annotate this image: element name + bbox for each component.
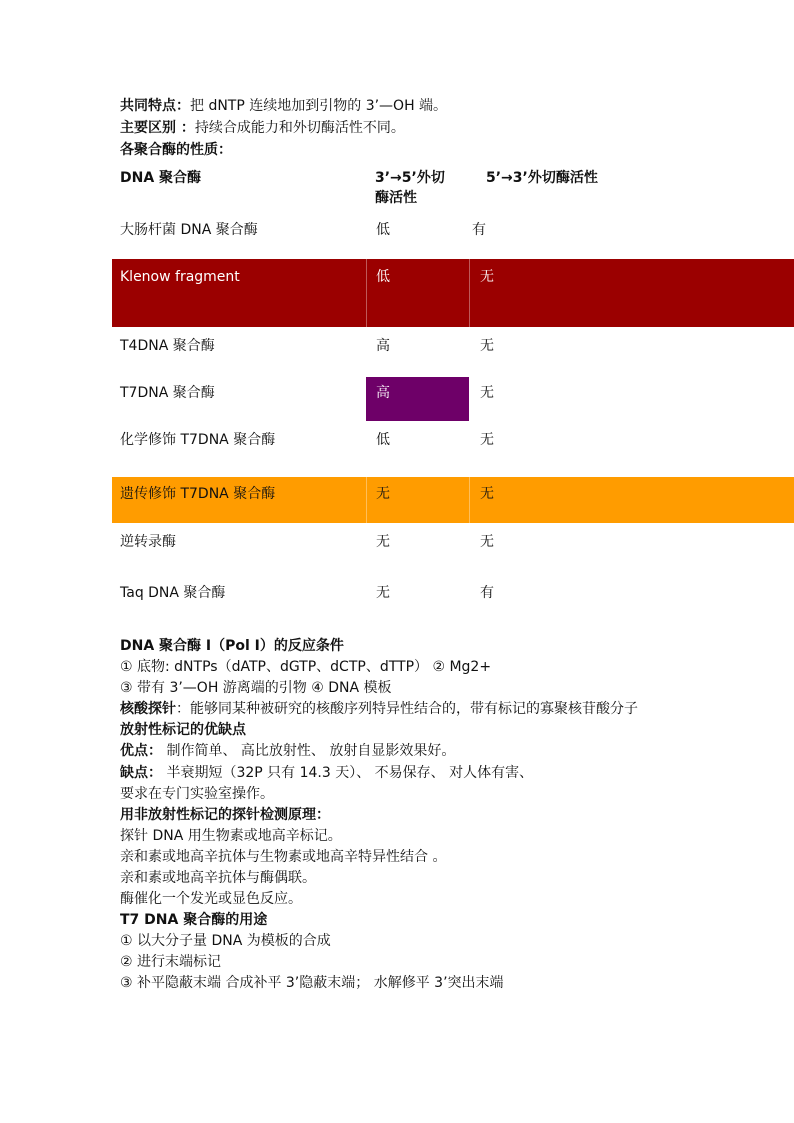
probe-text: ：能够同某种被研究的核酸序列特异性结合的，带有标记的寡聚核苷酸分子 bbox=[176, 701, 638, 717]
nonradio-line3: 亲和素或地高辛抗体与酶偶联。 bbox=[120, 870, 316, 886]
advantages-line bbox=[120, 741, 455, 761]
pol1-conditions-line2: ③ 带有 3’—OH 游离端的引物 ④ DNA 模板 bbox=[120, 680, 392, 696]
table-cell-exo35: 高 bbox=[376, 338, 390, 354]
cell-divider bbox=[469, 259, 470, 327]
common-feature-label: 共同特点： bbox=[120, 98, 190, 114]
table-cell-exo53: 无 bbox=[480, 269, 494, 285]
table-cell-name: 大肠杆菌 DNA 聚合酶 bbox=[120, 222, 258, 238]
table-cell-exo53: 无 bbox=[480, 385, 494, 401]
nonradio-heading: 用非放射性标记的探针检测原理： bbox=[120, 807, 330, 823]
table-cell-exo53: 有 bbox=[472, 222, 486, 238]
table-cell-name: 逆转录酶 bbox=[120, 534, 176, 550]
table-header-exo53: 5’→3’外切酶活性 bbox=[486, 170, 598, 186]
probe-definition bbox=[120, 699, 638, 719]
table-cell-name: T4DNA 聚合酶 bbox=[120, 338, 215, 354]
disadvantages-label: 缺点： bbox=[120, 765, 162, 781]
main-difference-text: 持续合成能力和外切酶活性不同。 bbox=[194, 120, 405, 136]
table-cell-exo35: 高 bbox=[376, 385, 390, 401]
table-cell-exo35: 无 bbox=[376, 585, 390, 601]
cell-divider bbox=[366, 259, 367, 327]
nonradio-line1: 探针 DNA 用生物素或地高辛标记。 bbox=[120, 828, 342, 844]
table-cell-name: Taq DNA 聚合酶 bbox=[120, 585, 226, 601]
table-cell-exo53: 无 bbox=[480, 338, 494, 354]
table-cell-name: 遗传修饰 T7DNA 聚合酶 bbox=[120, 486, 276, 502]
properties-heading: 各聚合酶的性质： bbox=[120, 142, 232, 158]
common-feature-text: 把 dNTP 连续地加到引物的 3’—OH 端。 bbox=[190, 98, 448, 114]
t7-use-3: ③ 补平隐蔽末端 合成补平 3’隐蔽末端； 水解修平 3’突出末端 bbox=[120, 975, 504, 991]
pol1-conditions-line1: ① 底物: dNTPs（dATP、dGTP、dCTP、dTTP） ② Mg2+ bbox=[120, 659, 492, 675]
table-cell-name: 化学修饰 T7DNA 聚合酶 bbox=[120, 432, 276, 448]
table-cell-exo35: 低 bbox=[376, 432, 390, 448]
table-cell-exo35: 无 bbox=[376, 534, 390, 550]
radio-label-heading: 放射性标记的优缺点 bbox=[120, 722, 246, 738]
probe-label: 核酸探针 bbox=[120, 701, 176, 717]
advantages-text: 制作简单、 高比放射性、 放射自显影效果好。 bbox=[162, 743, 456, 759]
table-header-polymerase: DNA 聚合酶 bbox=[120, 170, 202, 186]
intro-line-common bbox=[120, 96, 447, 116]
advantages-label: 优点： bbox=[120, 743, 162, 759]
table-cell-exo35: 无 bbox=[376, 486, 390, 502]
table-cell-exo53: 无 bbox=[480, 486, 494, 502]
table-header-exo35: 3’→5’外切 酶活性 bbox=[375, 170, 445, 206]
pol1-conditions-heading: DNA 聚合酶 I（Pol I）的反应条件 bbox=[120, 638, 344, 654]
main-difference-label: 主要区别 ： bbox=[120, 120, 195, 136]
t7-use-1: ① 以大分子量 DNA 为模板的合成 bbox=[120, 933, 331, 949]
t7-uses-heading: T7 DNA 聚合酶的用途 bbox=[120, 912, 268, 928]
disadvantages-line2: 要求在专门实验室操作。 bbox=[120, 786, 274, 802]
cell-divider bbox=[366, 477, 367, 523]
cell-divider bbox=[469, 477, 470, 523]
table-cell-exo35: 低 bbox=[376, 269, 390, 285]
disadvantages-text: 半衰期短（32P 只有 14.3 天）、 不易保存、 对人体有害、 bbox=[162, 765, 534, 781]
disadvantages-line bbox=[120, 763, 533, 783]
table-cell-exo53: 无 bbox=[480, 432, 494, 448]
intro-line-difference bbox=[120, 118, 405, 138]
table-cell-name: T7DNA 聚合酶 bbox=[120, 385, 215, 401]
table-cell-exo35: 低 bbox=[376, 222, 390, 238]
table-cell-exo53: 有 bbox=[480, 585, 494, 601]
table-cell-name: Klenow fragment bbox=[120, 269, 240, 285]
nonradio-line4: 酶催化一个发光或显色反应。 bbox=[120, 891, 302, 907]
t7-use-2: ② 进行末端标记 bbox=[120, 954, 222, 970]
table-cell-exo53: 无 bbox=[480, 534, 494, 550]
nonradio-line2: 亲和素或地高辛抗体与生物素或地高辛特异性结合 。 bbox=[120, 849, 447, 865]
